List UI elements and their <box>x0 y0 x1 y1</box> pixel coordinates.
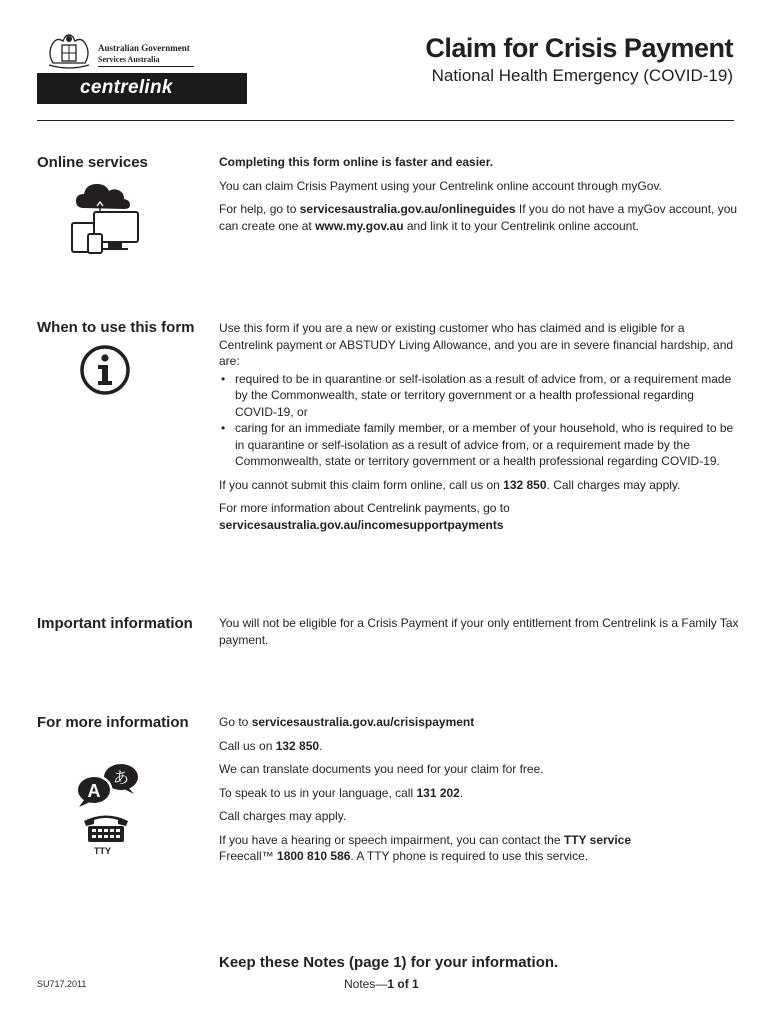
online-lead: Completing this form online is faster and easier. <box>219 155 494 169</box>
tty-service: TTY service <box>563 832 632 847</box>
coat-of-arms-icon <box>43 33 95 71</box>
more-info-heading: For more information <box>37 714 189 731</box>
page-count: 1 of 1 <box>387 977 419 991</box>
online-paragraph-2 <box>219 201 739 234</box>
important-info-heading: Important information <box>37 615 193 632</box>
page-number <box>344 977 419 991</box>
form-subtitle: National Health Emergency (COVID-19) <box>431 66 733 85</box>
more-charges: Call charges may apply. <box>219 809 347 823</box>
more-language-suffix: . <box>459 785 464 800</box>
when-call-prefix: If you cannot submit this claim form online, call us on <box>219 477 504 492</box>
online-services-body <box>219 154 739 241</box>
mygov-link[interactable]: www.my.gov.au <box>315 218 404 233</box>
eligibility-list <box>219 371 739 470</box>
more-tty-prefix: If you have a hearing or speech impairment, you can contact the <box>219 832 564 847</box>
online-mygov-text: If you do not have a myGov account, you can create one at <box>219 202 738 233</box>
government-name <box>98 43 190 65</box>
header-rule <box>37 120 734 121</box>
more-translate: We can translate documents you need for your claim for free. <box>219 762 544 776</box>
centrelink-banner <box>37 73 247 104</box>
when-call-text <box>219 477 739 494</box>
info-icon <box>79 344 131 396</box>
translate-icon <box>76 762 140 808</box>
more-language <box>219 785 739 802</box>
svg-text:A: A <box>87 781 101 801</box>
form-code: SU717.2011 <box>37 979 87 989</box>
important-info-text: You will not be eligible for a Crisis Payment if your only entitlement from Centrelink is a Family Tax payment. <box>219 616 739 647</box>
svg-text:あ: あ <box>112 768 130 787</box>
more-info-body <box>219 714 739 872</box>
more-call <box>219 738 739 755</box>
phone-132850-more[interactable]: 132 850 <box>275 738 320 753</box>
more-language-prefix: To speak to us in your language, call <box>219 785 417 800</box>
online-services-heading: Online services <box>37 154 148 171</box>
when-call-suffix: . Call charges may apply. <box>546 477 681 492</box>
gov-line-2: Services Australia <box>98 55 160 64</box>
when-to-use-body <box>219 320 739 540</box>
more-tty-suffix: . A TTY phone is required to use this service. <box>350 849 589 863</box>
notes-label: Notes— <box>344 977 388 991</box>
when-more-text: For more information about Centrelink payments, go to <box>219 501 510 515</box>
online-help-text: For help, go to <box>219 202 300 216</box>
when-to-use-heading: When to use this form <box>37 319 195 336</box>
tty-icon-label: TTY <box>94 846 111 856</box>
eligibility-item-2: • caring for an immediate family member, or a member of your household, who is required to be in quarantine or self-isolation as a result of advice from, or a requirement made by the Commonwealth, state or territory government or a health professional regarding COVID-19. <box>219 420 739 470</box>
when-more-info <box>219 500 739 533</box>
more-goto-prefix: Go to <box>219 715 252 729</box>
tty-phone-icon <box>82 812 130 846</box>
form-title: Claim for Crisis Payment <box>425 33 733 63</box>
phone-131202[interactable]: 131 202 <box>416 785 460 800</box>
online-link-text: and link it to your Centrelink online account. <box>403 218 640 233</box>
gov-line-1: Australian Government <box>98 43 190 53</box>
when-intro: Use this form if you are a new or existing customer who has claimed and is eligible for a Centrelink payment or ABSTUDY Living Allowance, and you are in severe financial hardship, and are: <box>219 321 734 368</box>
cloud-devices-icon <box>70 178 140 254</box>
more-goto <box>219 714 739 731</box>
freecall-label: Freecall™ <box>219 849 278 863</box>
brand-name: centrelink <box>80 77 173 98</box>
more-tty <box>219 832 739 865</box>
more-call-suffix: . <box>319 738 323 753</box>
phone-132850[interactable]: 132 850 <box>503 477 547 492</box>
onlineguides-link[interactable]: servicesaustralia.gov.au/onlineguides <box>299 202 516 216</box>
logo-divider <box>98 66 194 67</box>
phone-tty[interactable]: 1800 810 586 <box>277 849 351 863</box>
crisispayment-link[interactable]: servicesaustralia.gov.au/crisispayment <box>251 715 475 729</box>
more-call-prefix: Call us on <box>219 738 276 753</box>
important-info-body <box>219 615 739 655</box>
keep-notes-text: Keep these Notes (page 1) for your information. <box>219 954 559 971</box>
online-paragraph-1: You can claim Crisis Payment using your Centrelink online account through myGov. <box>219 178 662 193</box>
incomesupport-link[interactable]: servicesaustralia.gov.au/incomesupportpayments <box>219 517 504 532</box>
eligibility-item-1: • required to be in quarantine or self-isolation as a result of advice from, or a requirement made by the Commonwealth, state or territory government or a health professional regarding COVID-19, or <box>219 371 739 421</box>
